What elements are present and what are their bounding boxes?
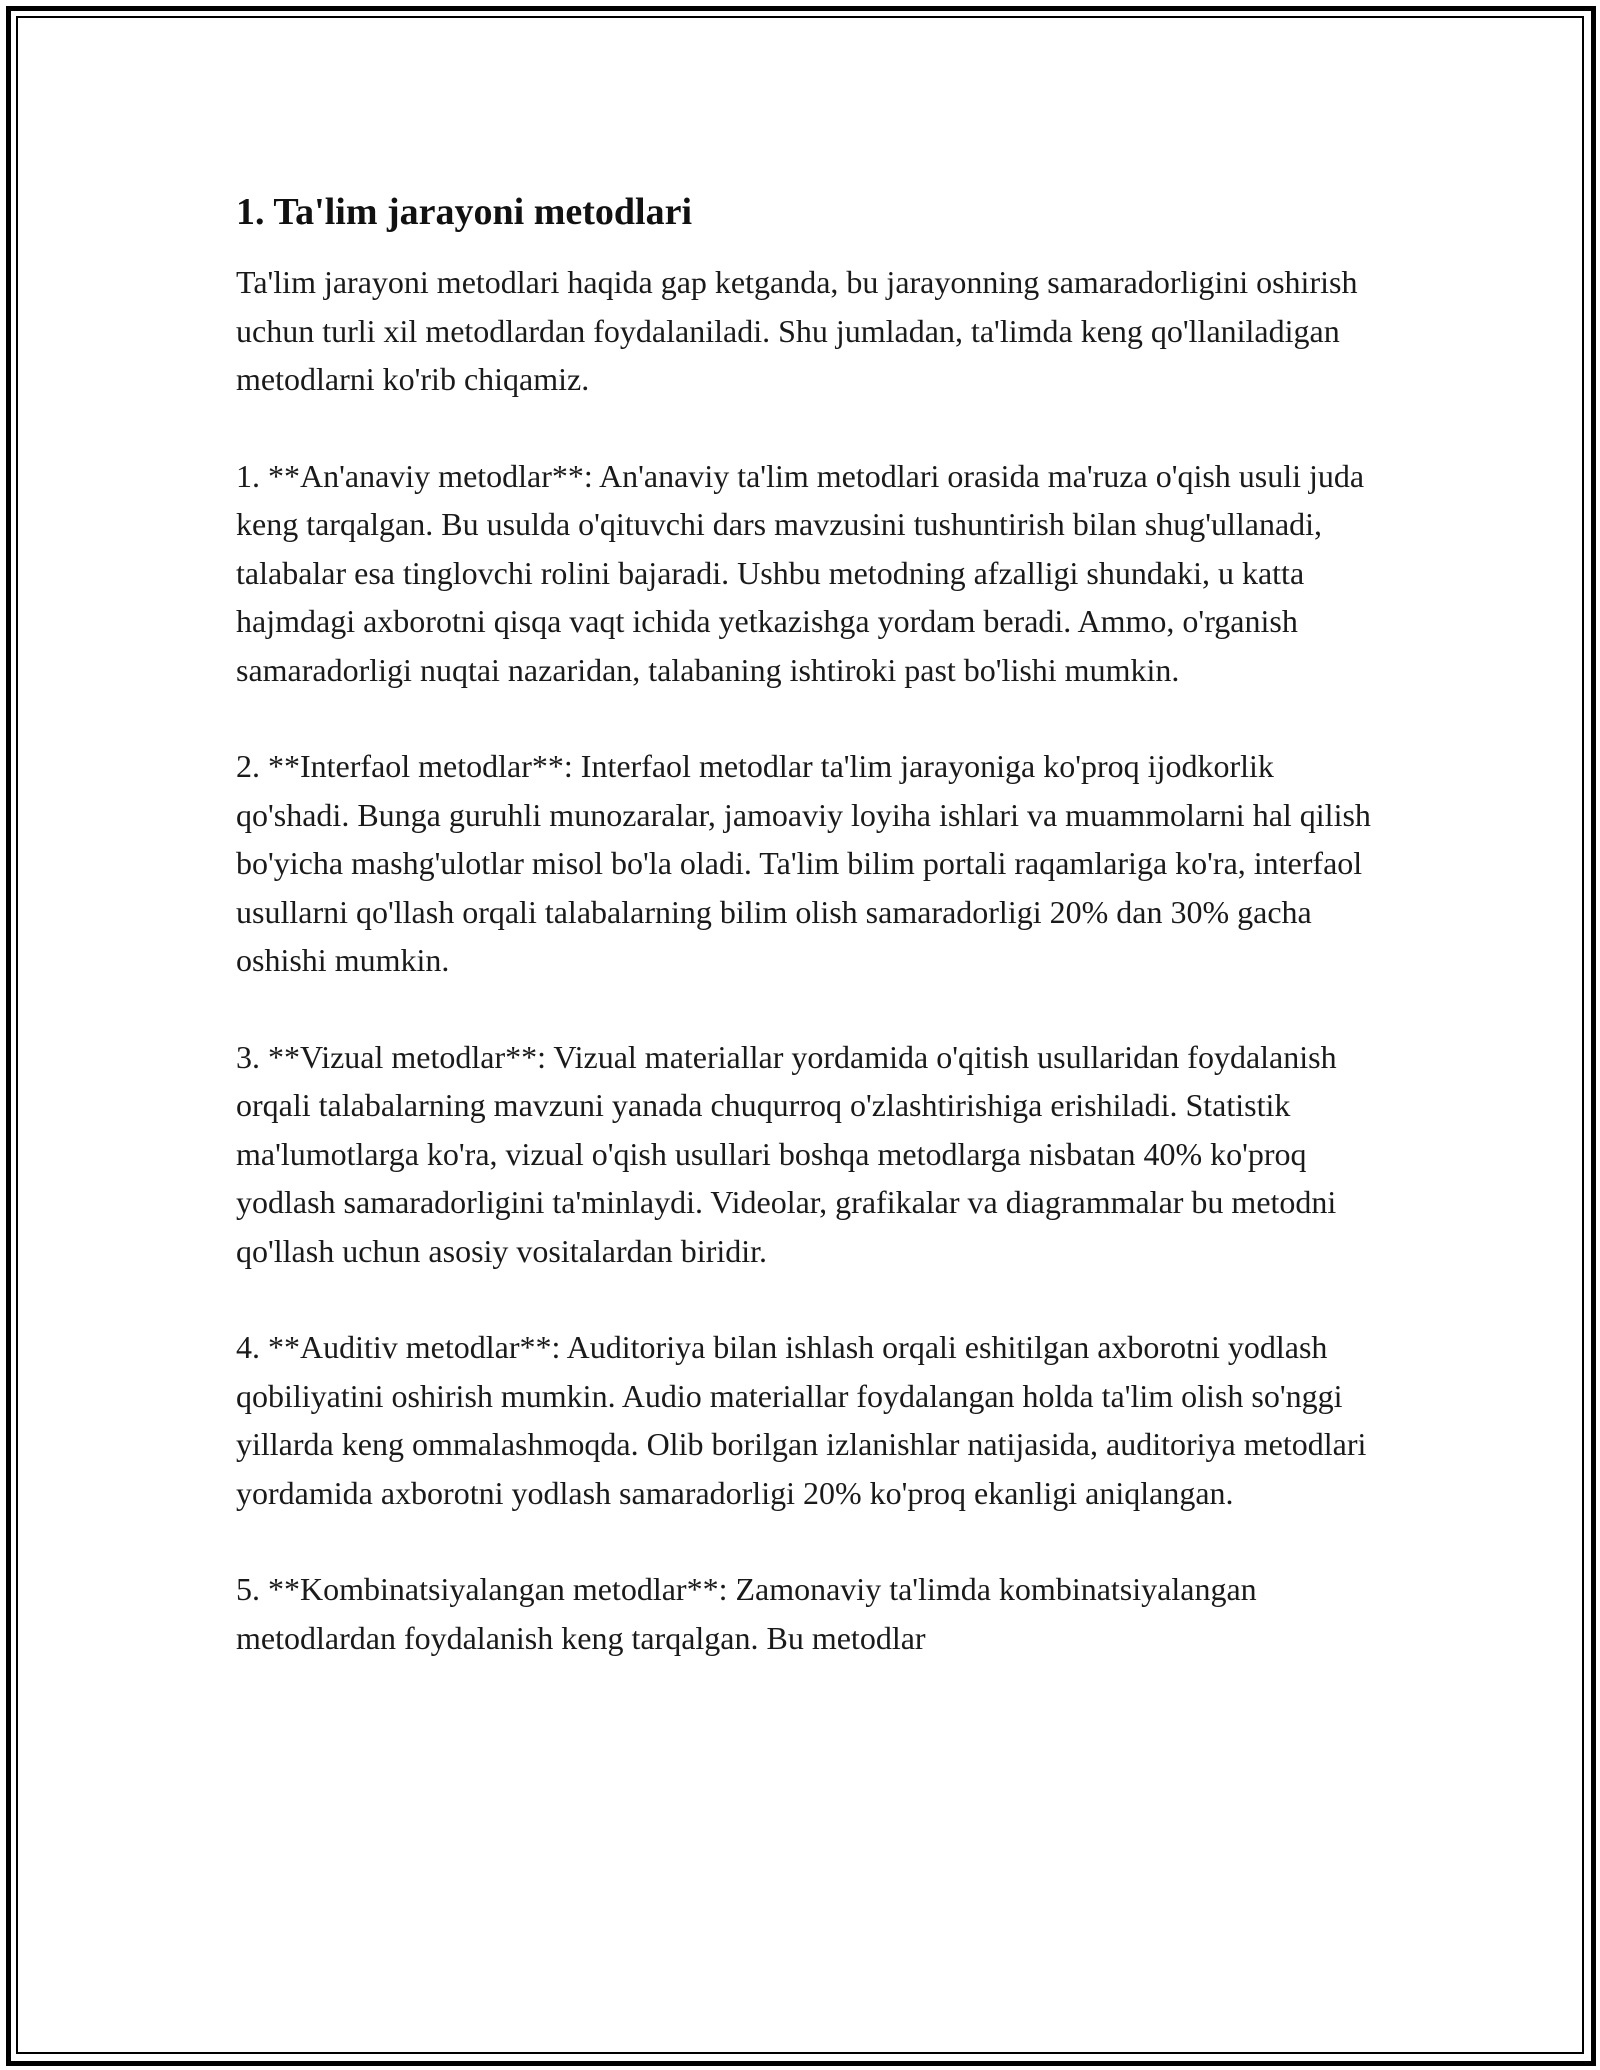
paragraph-interactive-methods: 2. **Interfaol metodlar**: Interfaol metodlar ta'lim jarayoniga ko'proq ijodkorlik qo'shadi. Bunga guruhli munozaralar, jamoaviy loyiha ishlari va muammolarni hal qilish bo'yicha mashg'ulotlar misol bo'la oladi. Ta'lim bilim portali raqamlariga ko'ra, interfaol usullarni qo'llash orqali talabalarning bilim olish samaradorligi 20% dan 30% gacha oshishi mumkin. [236, 748, 1371, 978]
paragraph-visual-methods: 3. **Vizual metodlar**: Vizual materiallar yordamida o'qitish usullaridan foydalanish orqali talabalarning mavzuni yanada chuqurroq o'zlashtirishiga erishiladi. Statistik ma'lumotlarga ko'ra, vizual o'qish usullari boshqa metodlarga nisbatan 40% ko'proq yodlash samaradorligini ta'minlaydi. Videolar, grafikalar va diagrammalar bu metodni qo'llash uchun asosiy vositalardan biridir. [236, 1038, 1337, 1269]
section-title: 1. Ta'lim jarayoni metodlari [236, 191, 692, 233]
paragraph-auditory-methods: 4. **Auditiv metodlar**: Auditoriya bilan ishlash orqali eshitilgan axborotni yodlash qobiliyatini oshirish mumkin. Audio materiallar foydalangan holda ta'lim olish so'nggi yillarda keng ommalashmoqda. Olib borilgan izlanishlar natijasida, auditoriya metodlari yordamida axborotni yodlash samaradorligi 20% ko'proq ekanligi aniqlangan. [236, 1329, 1367, 1511]
paragraph-combined-methods: 5. **Kombinatsiyalangan metodlar**: Zamonaviy ta'limda kombinatsiyalangan metodlardan foydalanish keng tarqalgan. Bu metodlar [236, 1571, 1257, 1656]
intro-paragraph: Ta'lim jarayoni metodlari haqida gap ketganda, bu jarayonning samaradorligini oshirish uchun turli xil metodlardan foydalaniladi. Shu jumladan, ta'limda keng qo'llaniladigan metodlarni ko'rib chiqamiz. [236, 264, 1358, 397]
paragraph-traditional-methods: 1. **An'anaviy metodlar**: An'anaviy ta'lim metodlari orasida ma'ruza o'qish usuli juda keng tarqalgan. Bu usulda o'qituvchi dars mavzusini tushuntirish bilan shug'ullanadi, talabalar esa tinglovchi rolini bajaradi. Ushbu metodning afzalligi shundaki, u katta hajmdagi axborotni qisqa vaqt ichida yetkazishga yordam beradi. Ammo, o'rganish samaradorligi nuqtai nazaridan, talabaning ishtiroki past bo'lishi mumkin. [236, 457, 1365, 688]
document-body [236, 186, 1386, 1662]
